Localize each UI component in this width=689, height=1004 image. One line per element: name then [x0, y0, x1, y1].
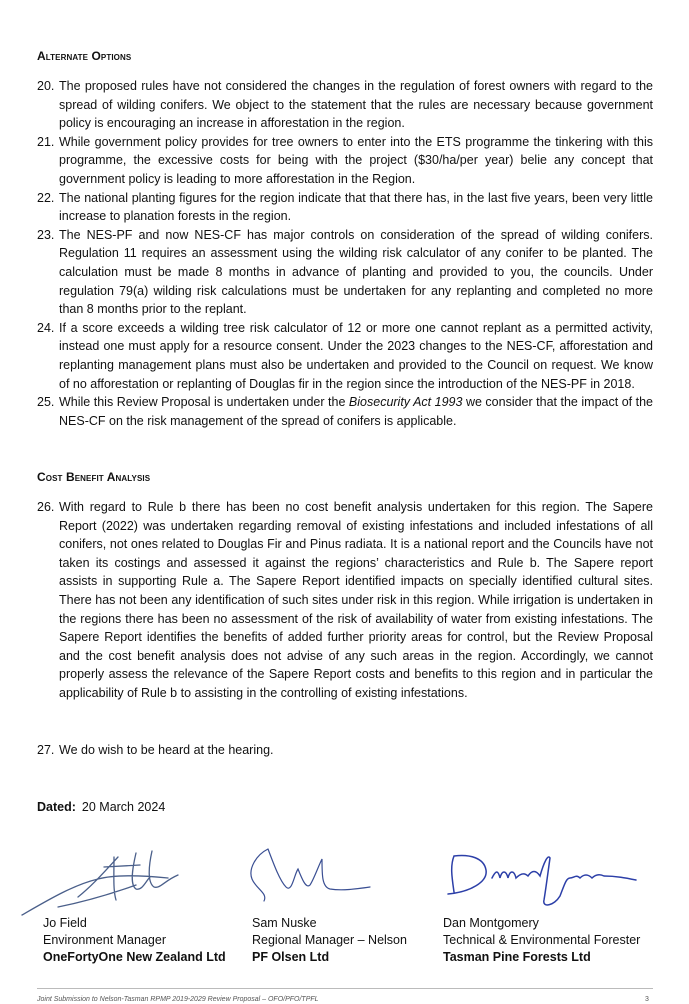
signatory-2 — [252, 915, 407, 966]
item-number: 22. — [37, 190, 55, 205]
item-number: 26. — [37, 500, 55, 514]
item-text-before: While this Review Proposal is undertaken under the — [59, 395, 349, 410]
item-text: The national planting figures for the region indicate that that there has, in the last five years, been very little increase to planation forests in the region. — [59, 190, 653, 224]
dated-label: Dated: — [37, 800, 76, 814]
act-title: Biosecurity Act 1993 — [348, 395, 463, 410]
signatory-name: Jo Field — [43, 916, 87, 930]
list-item — [37, 77, 653, 133]
signatory-3 — [443, 915, 640, 966]
list-item — [37, 319, 653, 393]
footer-text: Joint Submission to Nelson-Tasman RPMP 2019-2029 Review Proposal – OFO/PFO/TPFL — [37, 996, 319, 1003]
signatory-role: Technical & Environmental Forester — [443, 933, 641, 947]
item-number: 24. — [37, 320, 55, 335]
signatory-org: Tasman Pine Forests Ltd — [443, 950, 591, 964]
signatory-org: PF Olsen Ltd — [252, 950, 330, 964]
signatory-1 — [43, 915, 226, 966]
item-number: 27. — [37, 743, 55, 757]
item-text: The NES-PF and now NES-CF has major controls on consideration of the spread of wilding conifers. Regulation 11 requires an assessment using the wilding risk calculator of any conifer to be planted. The calculation must be made 8 months in advance of planting and provided to you, the councils. Under regulation 79(a) wilding risk calculations must be undertaken for any replanting and completed no more than 8 months prior to the replant. — [59, 227, 653, 317]
list-item — [37, 741, 653, 760]
list-item — [37, 226, 653, 319]
item-number: 20. — [37, 79, 55, 93]
signatory-role: Regional Manager – Nelson — [252, 933, 407, 947]
dated-value: 20 March 2024 — [81, 800, 166, 814]
signatory-org: OneFortyOne New Zealand Ltd — [43, 950, 226, 964]
item-text: The proposed rules have not considered the changes in the regulation of forest owners with regard to the spread of wilding conifers. We object to the statement that the rules are necessary because government policy is encouraging an increase in afforestation in the region. — [59, 79, 653, 131]
list-item — [37, 498, 653, 703]
section-heading-alternate-options: Alternate Options — [37, 49, 132, 63]
cost-benefit-list — [37, 498, 653, 703]
item-text: While government policy provides for tree owners to enter into the ETS programme the tinkering with this programme, the excessive costs for being with the project ($30/ha/per year) belie any concept that government policy is leading to more afforestation in the Region. — [59, 134, 653, 186]
signature-dan-montgomery — [440, 848, 640, 913]
page-number: 3 — [645, 996, 649, 1003]
list-item — [37, 189, 653, 226]
item-text: With regard to Rule b there has been no cost benefit analysis undertaken for this region. The Sapere Report (2022) was undertaken regarding removal of existing infestations and included infestations of all conifers, not ones related to Douglas Fir and Pinus radiata. It is a national report and the Councils have not taken its costings and assessed it against the regions’ characteristics and Rule b. The Sapere report assists in supporting Rule a. The Sapere Report identified impacts on specially identified cultural sites. There has not been any identification of such sites under risk in this region. While irrigation is undertaken in the regions there has been no assessment of the risk of availability of water from existing infestations. The Sapere Report identifies the benefits of added further priority areas for control, but the Review Proposal and the cost benefit analysis does not advise of any such areas in the region. Accordingly, we cannot properly assess the relevance of the Sapere Report costs and benefits to this region and in particular the applicability of Rule b to assisting in the controlling of existing infestations. — [59, 500, 653, 700]
footer-divider — [37, 988, 653, 989]
signatory-name: Dan Montgomery — [443, 916, 539, 930]
signature-sam-nuske — [238, 845, 378, 905]
signatory-role: Environment Manager — [43, 933, 166, 947]
dated-line — [37, 800, 165, 814]
item-number: 21. — [37, 134, 55, 149]
alternate-options-list — [37, 77, 653, 430]
list-item — [37, 133, 653, 189]
item-text: If a score exceeds a wilding tree risk calculator of 12 or more one cannot replant as a permitted activity, instead one must apply for a resource consent. Under the 2023 changes to the NES-CF, afforestation and replanting management plans must also be undertaken and provided to the Council on request. We know of no afforestation or replanting of Douglas fir in the region since the introduction of the NES-PF in 2018. — [59, 320, 653, 391]
item-number: 25. — [37, 395, 55, 410]
item-text: We do wish to be heard at the hearing. — [59, 743, 274, 757]
item-number: 23. — [37, 227, 55, 242]
list-item — [37, 393, 653, 430]
item-text-after: we consider that the impact of the NES-CF on the risk management of the spread of conifers is applicable. — [59, 395, 653, 428]
closing-list — [37, 741, 653, 760]
signatory-name: Sam Nuske — [252, 916, 317, 930]
section-heading-cost-benefit: Cost Benefit Analysis — [37, 470, 151, 484]
signature-jo-field — [18, 845, 188, 920]
